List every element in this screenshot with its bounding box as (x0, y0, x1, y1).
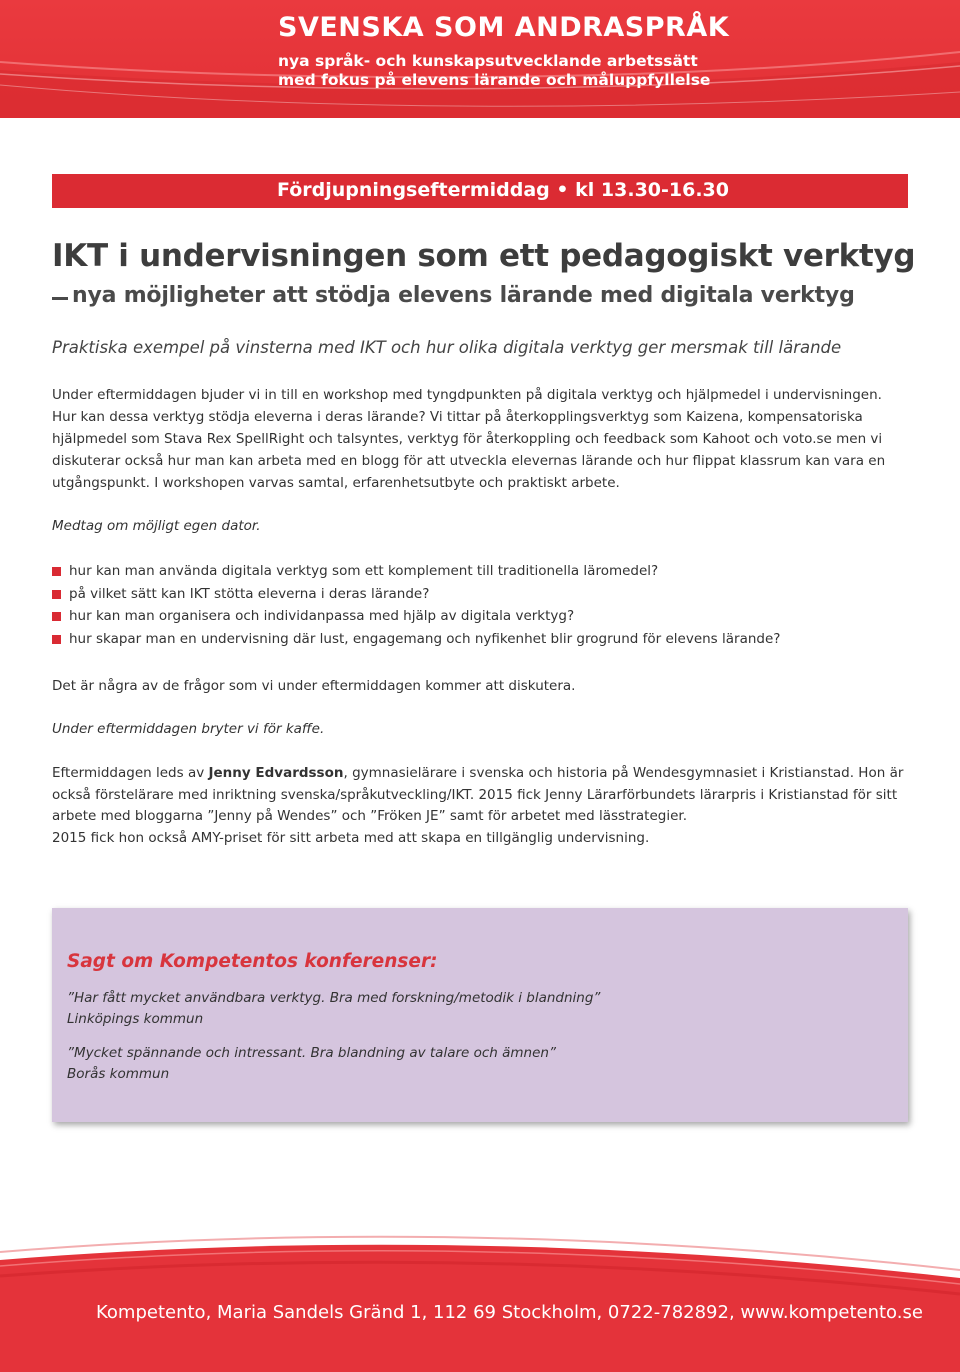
subtitle-dash (52, 297, 68, 300)
testimonials-heading: Sagt om Kompetentos konferenser: (67, 951, 438, 972)
question-item (52, 628, 780, 651)
page-subtitle: nya möjligheter att stödja elevens lärande med digitala verktyg (72, 283, 855, 308)
question-list (52, 560, 780, 651)
square-bullet-icon (52, 635, 61, 644)
intro-paragraph-line: diskuterar också hur man kan arbeta med en blogg för att utveckla elevernas lärande och hur flippat klassrum kan vara en (52, 453, 886, 469)
question-text: på vilket sätt kan IKT stötta eleverna i deras lärande? (69, 585, 430, 602)
footer-contact: Kompetento, Maria Sandels Gränd 1, 112 69 Stockholm, 0722-782892, www.kompetento.se (96, 1302, 923, 1323)
testimonials-box (52, 908, 908, 1122)
square-bullet-icon (52, 567, 61, 576)
testimonial-quote: ”Mycket spännande och intressant. Bra blandning av talare och ämnen” (67, 1045, 556, 1061)
brand-subtitle-line1: nya språk- och kunskapsutvecklande arbetssätt (278, 52, 698, 70)
event-time-bar (52, 174, 908, 208)
lede-text: Praktiska exempel på vinsterna med IKT och hur olika digitala verktyg ger mersmak till lärande (52, 338, 842, 357)
leader-line1-rest: , gymnasielärare i svenska och historia på Wendesgymnasiet i Kristianstad. Hon är (343, 765, 904, 781)
leader-paragraph-line: arbete med bloggarna ”Jenny på Wendes” och ”Fröken JE” samt för arbetet med lässtrategier. (52, 808, 687, 824)
question-item (52, 560, 780, 583)
intro-paragraph-line: Under eftermiddagen bjuder vi in till en workshop med tyngdpunkten på digitala verktyg och hjälpmedel i undervisningen. (52, 387, 882, 403)
brand-title: SVENSKA SOM ANDRASPRÅK (278, 12, 730, 43)
square-bullet-icon (52, 590, 61, 599)
testimonial-source: Borås kommun (67, 1066, 170, 1082)
leader-paragraph-line: 2015 fick hon också AMY-priset för sitt arbeta med att skapa en tillgänglig undervisning. (52, 830, 650, 846)
leader-name: Jenny Edvardsson (208, 765, 344, 781)
question-item (52, 583, 780, 606)
leader-intro: Eftermiddagen leds av (52, 765, 209, 781)
brand-subtitle-line2: med fokus på elevens lärande och måluppfyllelse (278, 71, 711, 89)
testimonial-quote: ”Har fått mycket användbara verktyg. Bra med forskning/metodik i blandning” (67, 990, 601, 1006)
question-item (52, 605, 780, 628)
event-time-text: Fördjupningseftermiddag • kl 13.30-16.30 (277, 179, 729, 201)
header-banner (0, 0, 960, 118)
question-text: hur kan man använda digitala verktyg som ett komplement till traditionella läromedel? (69, 563, 659, 579)
questions-summary: Det är några av de frågor som vi under eftermiddagen kommer att diskutera. (52, 678, 576, 694)
question-text: hur kan man organisera och individanpassa med hjälp av digitala verktyg? (69, 608, 575, 625)
leader-paragraph-line (52, 762, 903, 784)
intro-paragraph-line: utgångspunkt. I workshopen varvas samtal, erfarenhetsutbyte och praktiskt arbete. (52, 475, 620, 491)
testimonial-source: Linköpings kommun (67, 1011, 204, 1027)
question-text: hur skapar man en undervisning där lust, engagemang och nyfikenhet blir grogrund för elevens lärande? (69, 631, 781, 648)
intro-paragraph-line: hjälpmedel som Stava Rex SpellRight och talsyntes, verktyg för återkoppling och feedback som Kahoot och voto.se men vi (52, 431, 883, 447)
square-bullet-icon (52, 612, 61, 621)
page-title: IKT i undervisningen som ett pedagogiskt verktyg (52, 238, 916, 274)
leader-paragraph-line: också förstelärare med inriktning svenska/språkutveckling/IKT. 2015 fick Jenny Lärarförbundets lärarpris i Kristianstad för sitt (52, 787, 898, 803)
intro-paragraph-line: Hur kan dessa verktyg stödja eleverna i deras lärande? Vi tittar på återkopplingsverktyg som Kaizena, kompensatoriska (52, 409, 863, 425)
coffee-note: Under eftermiddagen bryter vi för kaffe. (52, 721, 325, 737)
bring-laptop-note: Medtag om möjligt egen dator. (52, 518, 261, 534)
